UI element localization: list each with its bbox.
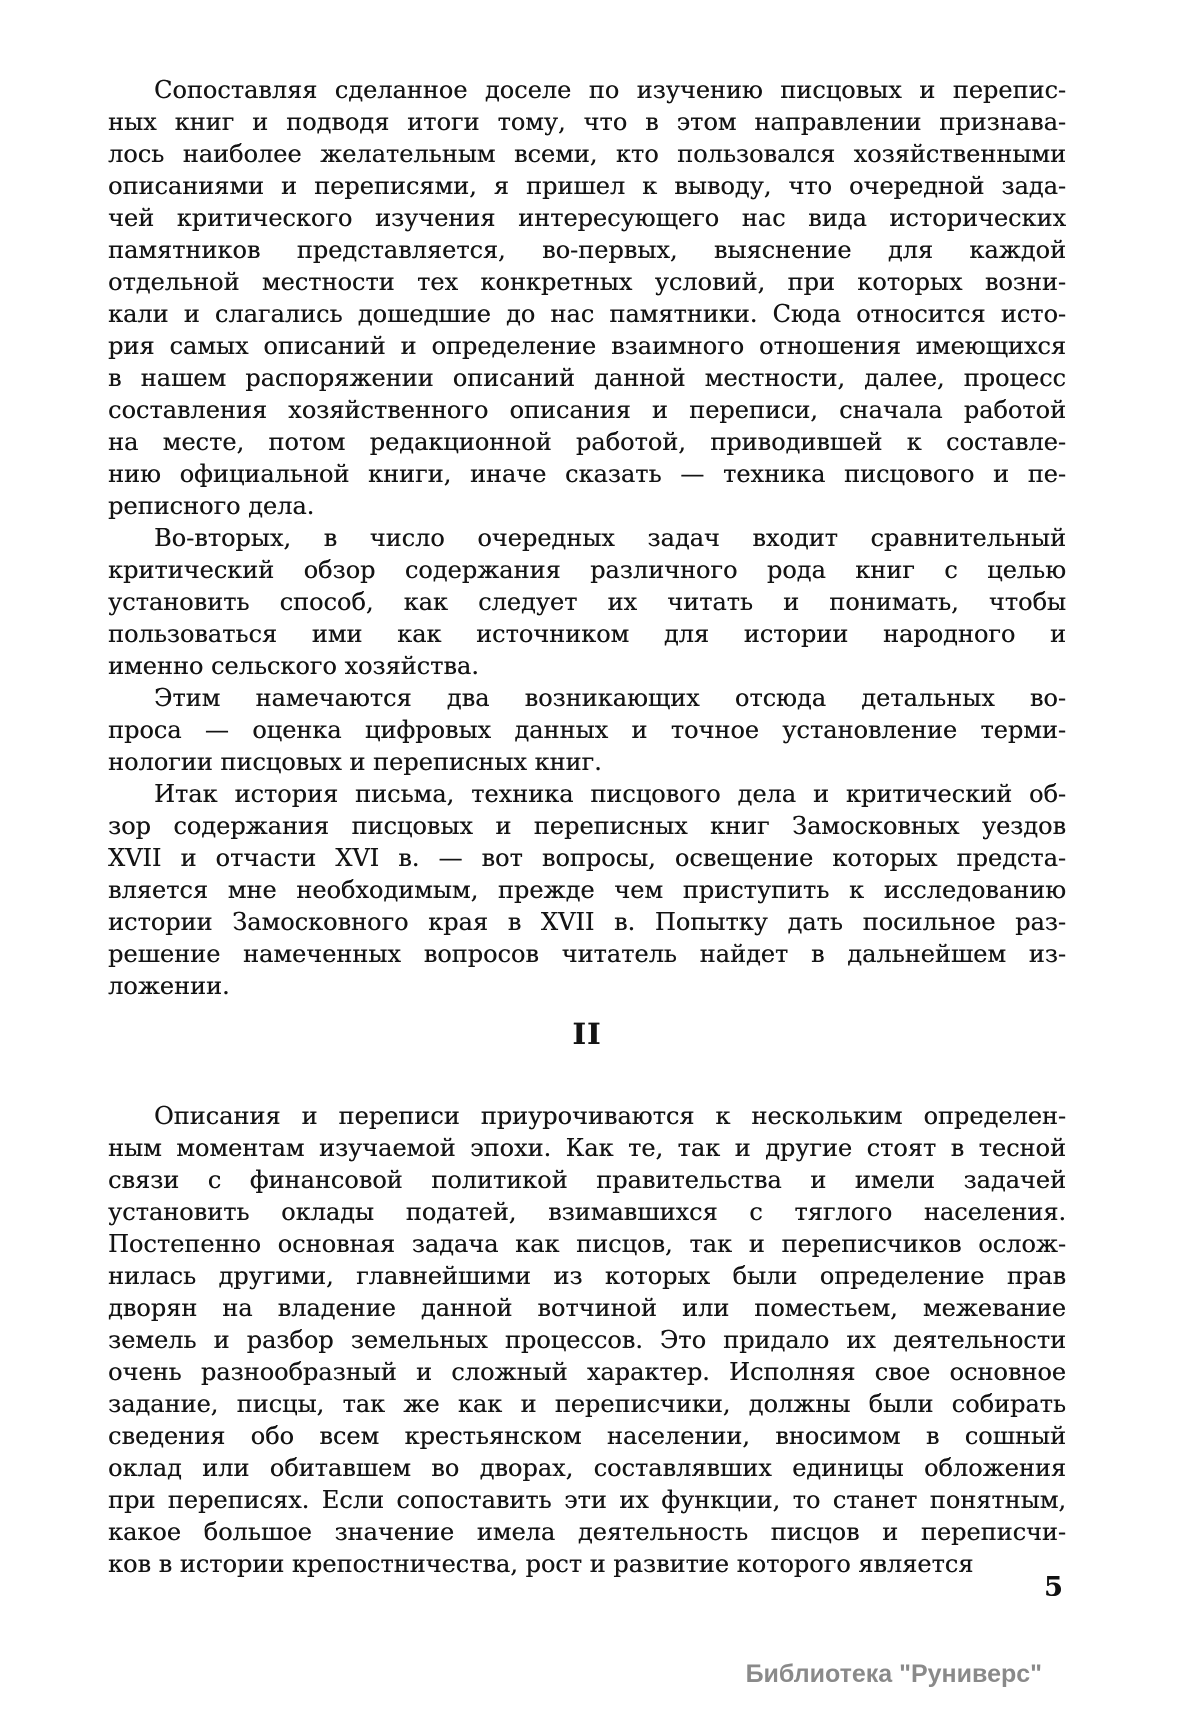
text-line: связи с финансовой политикой правительства и имели задачей bbox=[108, 1166, 1066, 1194]
paragraph bbox=[108, 1100, 1066, 1580]
watermark-library-runivers: Библиотека "Руниверс" bbox=[745, 1660, 1042, 1688]
page-text-block bbox=[108, 74, 1066, 1580]
section-ii-paragraphs bbox=[108, 1100, 1066, 1580]
text-line: ных книг и подводя итоги тому, что в этом направлении признава- bbox=[108, 108, 1066, 136]
text-line: решение намеченных вопросов читатель найдет в дальнейшем из- bbox=[108, 940, 1066, 968]
text-line: ным моментам изучаемой эпохи. Как те, так и другие стоят в тесной bbox=[108, 1134, 1066, 1162]
text-line: дворян на владение данной вотчиной или поместьем, межевание bbox=[108, 1294, 1066, 1322]
text-line: Во-вторых, в число очередных задач входит сравнительный bbox=[154, 524, 1066, 552]
text-line: нилась другими, главнейшими из которых были определение прав bbox=[108, 1262, 1066, 1290]
text-line: вляется мне необходимым, прежде чем приступить к исследованию bbox=[108, 876, 1066, 904]
text-line: зор содержания писцовых и переписных книг Замосковных уездов bbox=[108, 812, 1066, 840]
text-line: Итак история письма, техника писцового дела и критический об- bbox=[154, 780, 1066, 808]
page-number: 5 bbox=[1044, 1572, 1063, 1603]
text-line: проса — оценка цифровых данных и точное установление терми- bbox=[108, 716, 1066, 744]
paragraph bbox=[108, 682, 1066, 778]
text-line: описаниями и переписями, я пришел к выводу, что очередной зада- bbox=[108, 172, 1066, 200]
text-line: рия самых описаний и определение взаимного отношения имеющихся bbox=[108, 332, 1066, 360]
text-line: пользоваться ими как источником для истории народного и bbox=[108, 620, 1066, 648]
text-line: истории Замосковного края в XVII в. Попытку дать посильное раз- bbox=[108, 908, 1066, 936]
text-line: при переписях. Если сопоставить эти их функции, то станет понятным, bbox=[108, 1486, 1066, 1514]
intro-paragraphs bbox=[108, 74, 1066, 1002]
text-line: Описания и переписи приурочиваются к нескольким определен- bbox=[154, 1102, 1066, 1130]
section-heading: II bbox=[572, 1017, 602, 1051]
text-line: именно сельского хозяйства. bbox=[108, 652, 479, 680]
text-line: кали и слагались дошедшие до нас памятники. Сюда относится исто- bbox=[108, 300, 1066, 328]
paragraph bbox=[108, 778, 1066, 1002]
paragraph bbox=[108, 522, 1066, 682]
text-line: реписного дела. bbox=[108, 492, 315, 520]
text-line: оклад или обитавшем во дворах, составлявших единицы обложения bbox=[108, 1454, 1066, 1482]
text-line: лось наиболее желательным всеми, кто пользовался хозяйственными bbox=[108, 140, 1066, 168]
text-line: XVII и отчасти XVI в. — вот вопросы, освещение которых предста- bbox=[108, 844, 1066, 872]
text-line: ложении. bbox=[108, 972, 230, 1000]
text-line: отдельной местности тех конкретных условий, при которых возни- bbox=[108, 268, 1066, 296]
text-line: в нашем распоряжении описаний данной местности, далее, процесс bbox=[108, 364, 1066, 392]
text-line: Этим намечаются два возникающих отсюда детальных во- bbox=[154, 684, 1066, 712]
text-line: установить оклады податей, взимавшихся с тяглого населения. bbox=[108, 1198, 1066, 1226]
text-line: нию официальной книги, иначе сказать — техника писцового и пе- bbox=[108, 460, 1066, 488]
text-line: нологии писцовых и переписных книг. bbox=[108, 748, 602, 776]
text-line: Сопоставляя сделанное доселе по изучению писцовых и перепис- bbox=[154, 76, 1066, 104]
text-line: очень разнообразный и сложный характер. Исполняя свое основное bbox=[108, 1358, 1066, 1386]
text-line: задание, писцы, так же как и переписчики, должны были собирать bbox=[108, 1390, 1066, 1418]
text-line: чей критического изучения интересующего нас вида исторических bbox=[108, 204, 1066, 232]
text-line: сведения обо всем крестьянском населении, вносимом в сошный bbox=[108, 1422, 1066, 1450]
text-line: земель и разбор земельных процессов. Это придало их деятельности bbox=[108, 1326, 1066, 1354]
text-line: ков в истории крепостничества, рост и развитие которого является bbox=[108, 1550, 974, 1578]
text-line: установить способ, как следует их читать и понимать, чтобы bbox=[108, 588, 1066, 616]
text-line: критический обзор содержания различного рода книг с целью bbox=[108, 556, 1066, 584]
paragraph bbox=[108, 74, 1066, 522]
text-line: памятников представляется, во-первых, выяснение для каждой bbox=[108, 236, 1066, 264]
text-line: Постепенно основная задача как писцов, так и переписчиков ослож- bbox=[108, 1230, 1066, 1258]
text-line: какое большое значение имела деятельность писцов и переписчи- bbox=[108, 1518, 1066, 1546]
text-line: составления хозяйственного описания и переписи, сначала работой bbox=[108, 396, 1066, 424]
text-line: на месте, потом редакционной работой, приводившей к составле- bbox=[108, 428, 1066, 456]
